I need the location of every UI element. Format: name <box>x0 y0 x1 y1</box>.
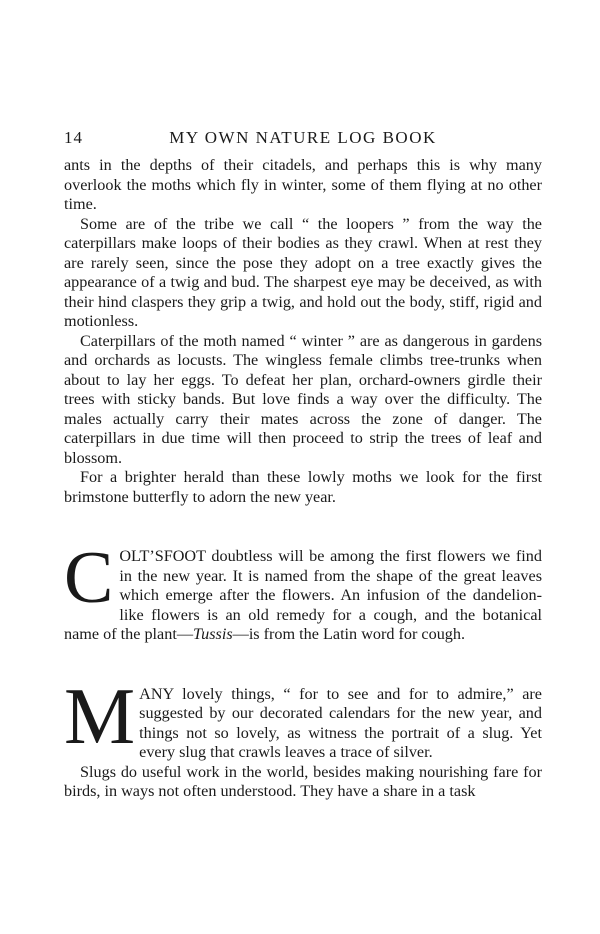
paragraph: For a brighter herald than these lowly moths we look for the first brimstone butterfly to adorn the new year. <box>64 468 542 506</box>
drop-cap-m: M <box>64 672 136 761</box>
page-number: 14 <box>64 128 83 147</box>
latin-name: Tussis <box>193 625 233 643</box>
paragraph: Slugs do useful work in the world, besides making nourishing fare for birds, in ways not often understood. They have a share in a task <box>64 762 542 800</box>
coltsfoot-text-end: —is from the Latin word for cough. <box>232 625 466 643</box>
paragraph: ants in the depths of their citadels, and perhaps this is why many overlook the moths which fly in winter, some of them flying at no other time. <box>64 156 542 213</box>
slug-text: ANY lovely things, “ for to see and for to admire,” are suggested by our decorated calendars for the new year, and things not so lovely, as witness the portrait of a slug. Yet every slug that crawls leaves a trace of silver. <box>139 684 542 761</box>
paragraph: Some are of the tribe we call “ the loopers ” from the way the caterpillars make loops of their bodies as they crawl. When at rest they are rarely seen, since the pose they adopt on a tree exactly gives the appearance of a twig and bud. The sharpest eye may be deceived, as with their hind claspers they grip a twig, and hold out the body, stiff, rigid and motionless. <box>64 214 542 330</box>
book-page <box>64 128 542 802</box>
running-title: MY OWN NATURE LOG BOOK <box>169 128 437 147</box>
drop-cap-c: C <box>64 537 114 619</box>
paragraph: Caterpillars of the moth named “ winter ” are as dangerous in gardens and orchards as locusts. The wingless female climbs tree-trunks when about to lay her eggs. To defeat her plan, orchard-owners girdle their trees with sticky bands. But love finds a way over the difficulty. The males actually carry their mates across the zone of danger. The caterpillars in due time will then proceed to strip the trees of leaf and blossom. <box>64 331 542 467</box>
coltsfoot-text: OLT’SFOOT doubtless will be among the first flowers we find in the new year. It is named from the shape of the great leaves which emerge after the flowers. An infusion of the dandelion-like flowers is an old remedy for a cough, and the botanical name of the plant— <box>64 547 542 643</box>
slug-paragraph <box>64 672 542 763</box>
page-header <box>64 128 542 152</box>
coltsfoot-paragraph <box>64 537 542 645</box>
section-gap <box>64 507 542 547</box>
section-gap <box>64 645 542 685</box>
